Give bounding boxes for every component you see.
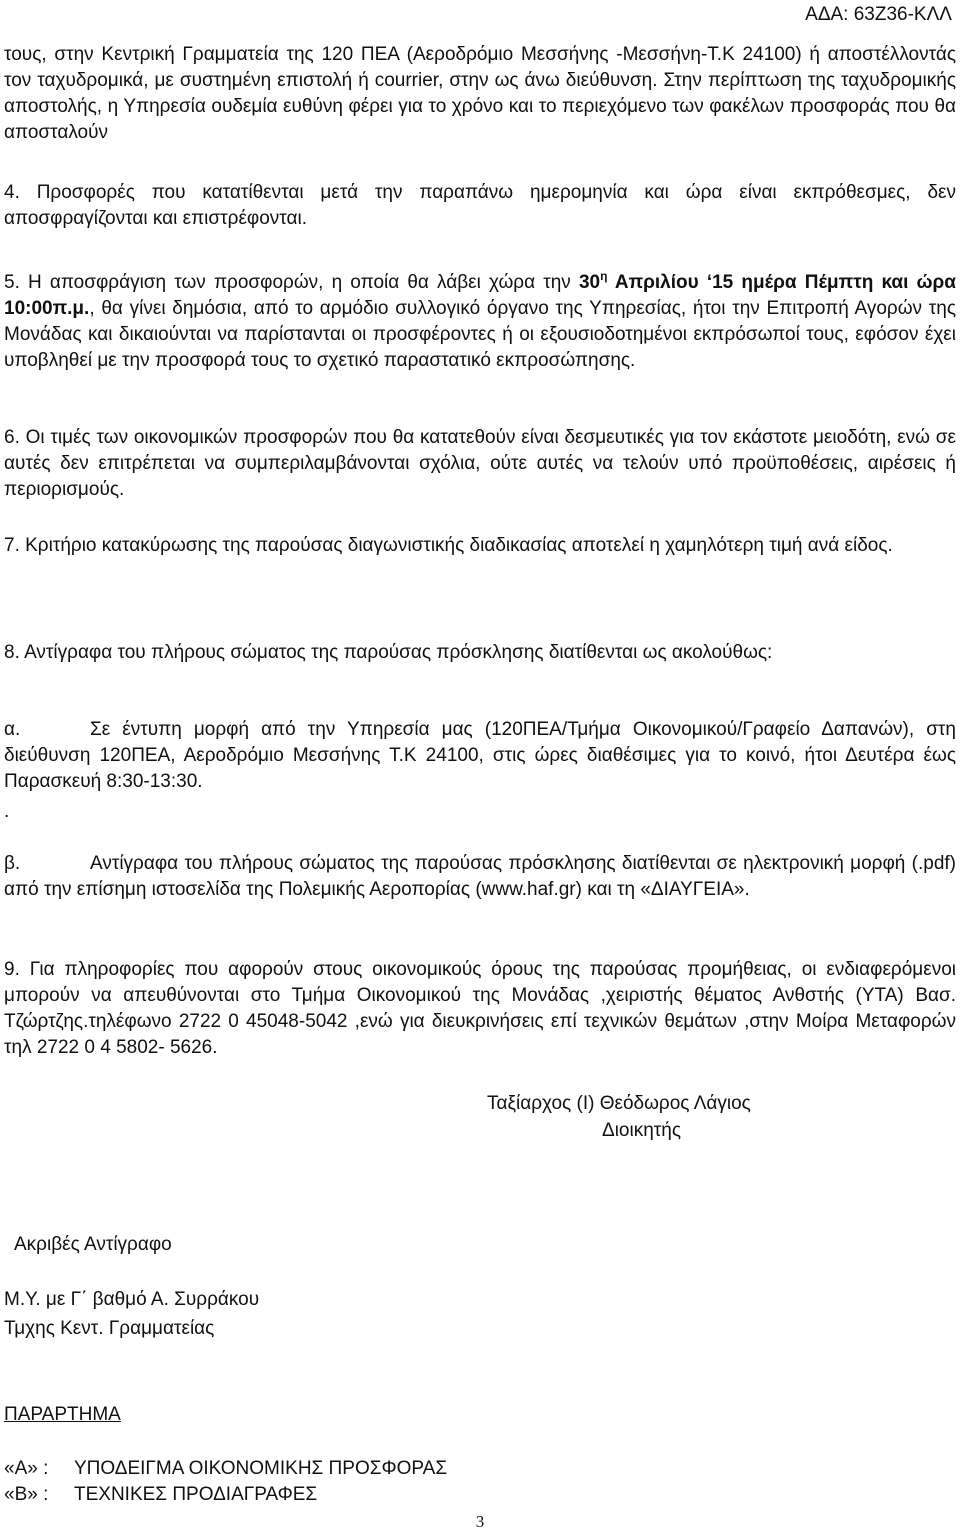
item-8b-label: β.	[4, 853, 21, 874]
item-6-paragraph: 6. Οι τιμές των οικονομικών προσφορών που θα κατατεθούν είναι δεσμευτικές για τον εκάστοτε μειοδότη, ενώ σε αυτές δεν επιτρέπεται να συμπεριλαμβάνονται σχόλια, ούτε αυτές να τελούν υπό προϋποθέσεις, αιρέσεις ή περιορισμούς.	[4, 427, 956, 500]
annex-item-a	[4, 1456, 447, 1482]
annex-item-key: «Α» :	[4, 1458, 49, 1479]
signature-name: Ταξίαρχος (Ι) Θεόδωρος Λάγιος	[487, 1093, 751, 1114]
item-5-date-rest: Απριλίου ‘15 ημέρα Πέμπτη και ώρα 10:00π.μ.	[4, 272, 956, 319]
certified-role: Τμχης Κεντ. Γραμματείας	[4, 1318, 215, 1339]
annex-item-value: ΥΠΟΔΕΙΓΜΑ ΟΙΚΟΝΟΜΙΚΗΣ ΠΡΟΣΦΟΡΑΣ	[74, 1458, 448, 1479]
item-5-date-sup: η	[600, 269, 608, 283]
ada-code: ΑΔΑ: 63Ζ36-ΚΛΛ	[805, 4, 952, 25]
item-8a-text: Σε έντυπη μορφή από την Υπηρεσία μας (120ΠΕΑ/Τμήμα Οικονομικού/Γραφείο Δαπανών), στη διεύθυνση 120ΠΕΑ, Αεροδρόμιο Μεσσήνης Τ.Κ 24100, στις ώρες διαθέσιμες για το κοινό, ήτοι Δευτέρα έως Παρασκευή 8:30-13:30.	[4, 719, 956, 792]
item-5-post: , θα γίνει δημόσια, από το αρμόδιο συλλογικό όργανο της Υπηρεσίας, ήτοι την Επιτροπή Αγορών της Μονάδας και δικαιούνται να παρίστανται οι προσφέροντες ή οι εξουσιοδοτημένοι εκπρόσωποί τους, εφόσον έχει υποβληθεί με την προσφορά τους το σχετικό παραστατικό εκπροσώπησης.	[4, 298, 956, 371]
annex-title: ΠΑΡΑΡΤΗΜΑ	[4, 1404, 121, 1425]
item-5-paragraph	[4, 263, 956, 374]
intro-paragraph: τους, στην Κεντρική Γραμματεία της 120 ΠΕΑ (Αεροδρόμιο Μεσσήνης -Μεσσήνη-Τ.Κ 24100) ή αποστέλλοντάς τον ταχυδρομικά, με συστημένη επιστολή ή courrier, στην ως άνω διεύθυνση. Στην περίπτωση της ταχυδρομικής αποστολής, η Υπηρεσία ουδεμία ευθύνη φέρει για το χρόνο και το περιεχόμενο των φακέλων προσφοράς που θα αποσταλούν	[4, 44, 956, 143]
item-8a-paragraph	[4, 717, 956, 795]
item-8b-text: Αντίγραφα του πλήρους σώματος της παρούσας πρόσκλησης διατίθενται σε ηλεκτρονική μορφή (.pdf) από την επίσημη ιστοσελίδα της Πολεμικής Αεροπορίας (www.haf.gr) και τη «ΔΙΑΥΓΕΙΑ».	[4, 853, 956, 900]
certified-title: Ακριβές Αντίγραφο	[14, 1234, 172, 1255]
page-number: 3	[475, 1512, 485, 1531]
item-7-paragraph: 7. Κριτήριο κατακύρωσης της παρούσας διαγωνιστικής διαδικασίας αποτελεί η χαμηλότερη τιμή ανά είδος.	[4, 535, 893, 556]
item-5-date-day: 30	[578, 272, 601, 293]
item-8b-paragraph	[4, 851, 956, 903]
annex-item-b	[4, 1482, 317, 1508]
item-5-pre: 5. Η αποσφράγιση των προσφορών, η οποία θα λάβει χώρα την	[4, 272, 579, 293]
annex-item-key: «Β» :	[4, 1484, 49, 1505]
item-8-paragraph: 8. Αντίγραφα του πλήρους σώματος της παρούσας πρόσκλησης διατίθενται ως ακολούθως:	[4, 642, 773, 663]
item-9-paragraph: 9. Για πληροφορίες που αφορούν στους οικονομικούς όρους της παρούσας προμήθειας, οι ενδιαφερόμενοι μπορούν να απευθύνονται στο Τμήμα Οικονομικού της Μονάδας ,χειριστής θέματος Ανθστής (ΥΤΑ) Βασ. Τζώρτζης.τηλέφωνο 2722 0 45048-5042 ,ενώ για διευκρινήσεις επί τεχνικών θεμάτων ,στην Μοίρα Μεταφορών τηλ 2722 0 4 5802- 5626.	[4, 959, 956, 1058]
item-8a-label: α.	[4, 719, 21, 740]
stray-dot: .	[4, 801, 10, 822]
signature-role: Διοικητής	[602, 1120, 681, 1141]
annex-item-value: ΤΕΧΝΙΚΕΣ ΠΡΟΔΙΑΓΡΑΦΕΣ	[74, 1484, 318, 1505]
item-4-paragraph: 4. Προσφορές που κατατίθενται μετά την παραπάνω ημερομηνία και ώρα είναι εκπρόθεσμες, δεν αποσφραγίζονται και επιστρέφονται.	[4, 182, 956, 229]
certified-name: Μ.Υ. με Γ΄ βαθμό Α. Συρράκου	[4, 1289, 260, 1310]
